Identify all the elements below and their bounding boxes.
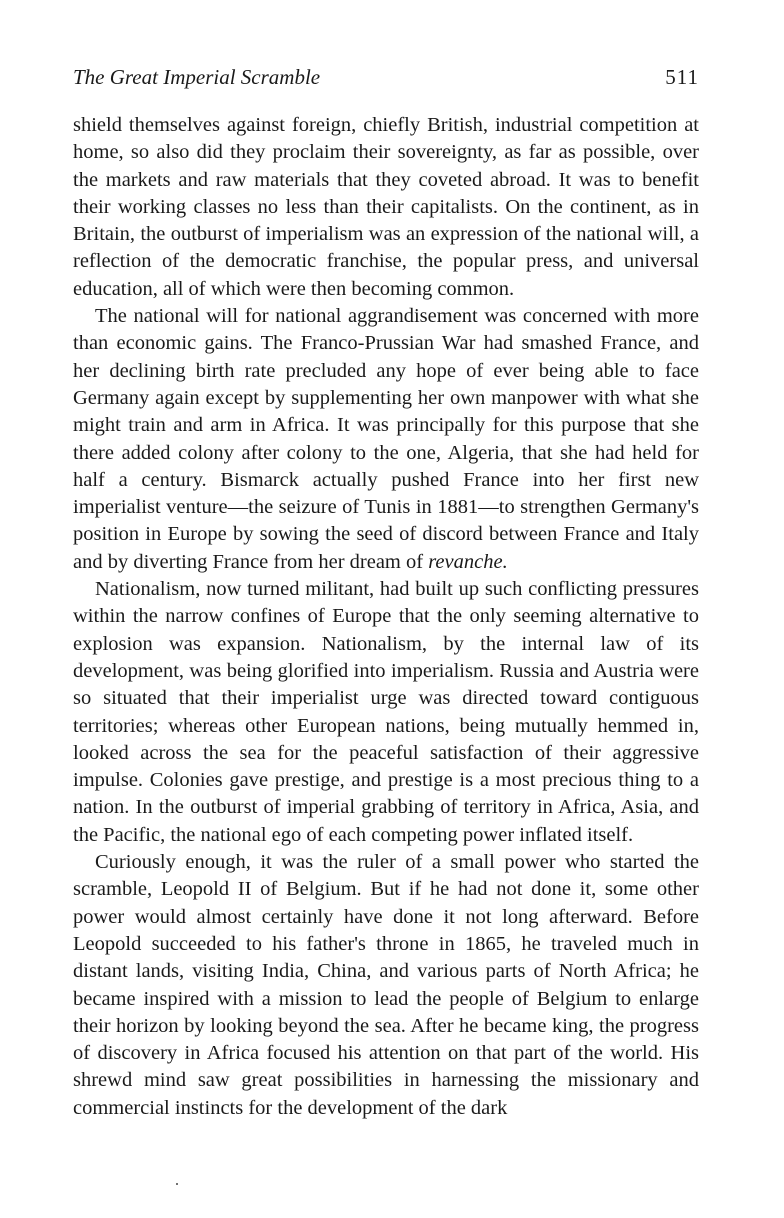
running-head (73, 62, 699, 98)
paragraph-text: The national will for national aggrandisement was concerned with more than economic gains. The Franco-Prussian War had smashed France, and her declining birth rate precluded any hope of ever being able to face Germany again except by supplementing her own manpower with what she might train and arm in Africa. It was principally for this purpose that she there added colony after colony to the one, Algeria, that she had held for half a century. Bismarck actually pushed France into her first new imperialist venture—the seizure of Tunis in 1881—to strengthen Germany's position in Europe by sowing the seed of discord between France and Italy and by diverting France from her dream of (73, 305, 699, 573)
running-title: The Great Imperial Scramble (73, 65, 321, 89)
paragraph-leopold: Curiously enough, it was the ruler of a small power who started the scramble, Leopold II of Belgium. But if he had not done it, some other power would almost certainly have done it not long afterward. Before Leopold succeeded to his father's throne in 1865, he traveled much in distant lands, visiting India, China, and various parts of North Africa; he became inspired with a mission to lead the people of Belgium to enlarge their horizon by looking beyond the sea. After he became king, the progress of discovery in Africa focused his attention on that part of the world. His shrewd mind saw great possibilities in harnessing the missionary and commercial instincts for the development of the dark (73, 851, 699, 1119)
emphasis-revanche: revanche. (428, 550, 508, 573)
paragraph-continued: shield themselves against foreign, chiefly British, industrial competition at home, so also did they proclaim their sovereignty, as far as possible, over the markets and raw materials that they coveted abroad. It was to benefit their working classes no less than their capitalists. On the continent, as in Britain, the outburst of imperialism was an expression of the national will, a reflection of the democratic franchise, the popular press, and universal education, all of which were then becoming common. (73, 114, 699, 300)
body-text (73, 112, 699, 1122)
paragraph-national-will (73, 303, 699, 576)
print-speck (176, 1183, 178, 1185)
book-page (73, 62, 699, 1122)
page-number: 511 (665, 65, 699, 89)
paragraph-nationalism: Nationalism, now turned militant, had built up such conflicting pressures within the narrow confines of Europe that the only seeming alternative to explosion was expansion. Nationalism, by the internal law of its development, was being glorified into imperialism. Russia and Austria were so situated that their imperialist urge was directed toward contiguous territories; whereas other European nations, being mutually hemmed in, looked across the sea for the peaceful satisfaction of their aggressive impulse. Colonies gave prestige, and prestige is a most precious thing to a nation. In the outburst of imperial grabbing of territory in Africa, Asia, and the Pacific, the national ego of each competing power inflated itself. (73, 578, 699, 846)
